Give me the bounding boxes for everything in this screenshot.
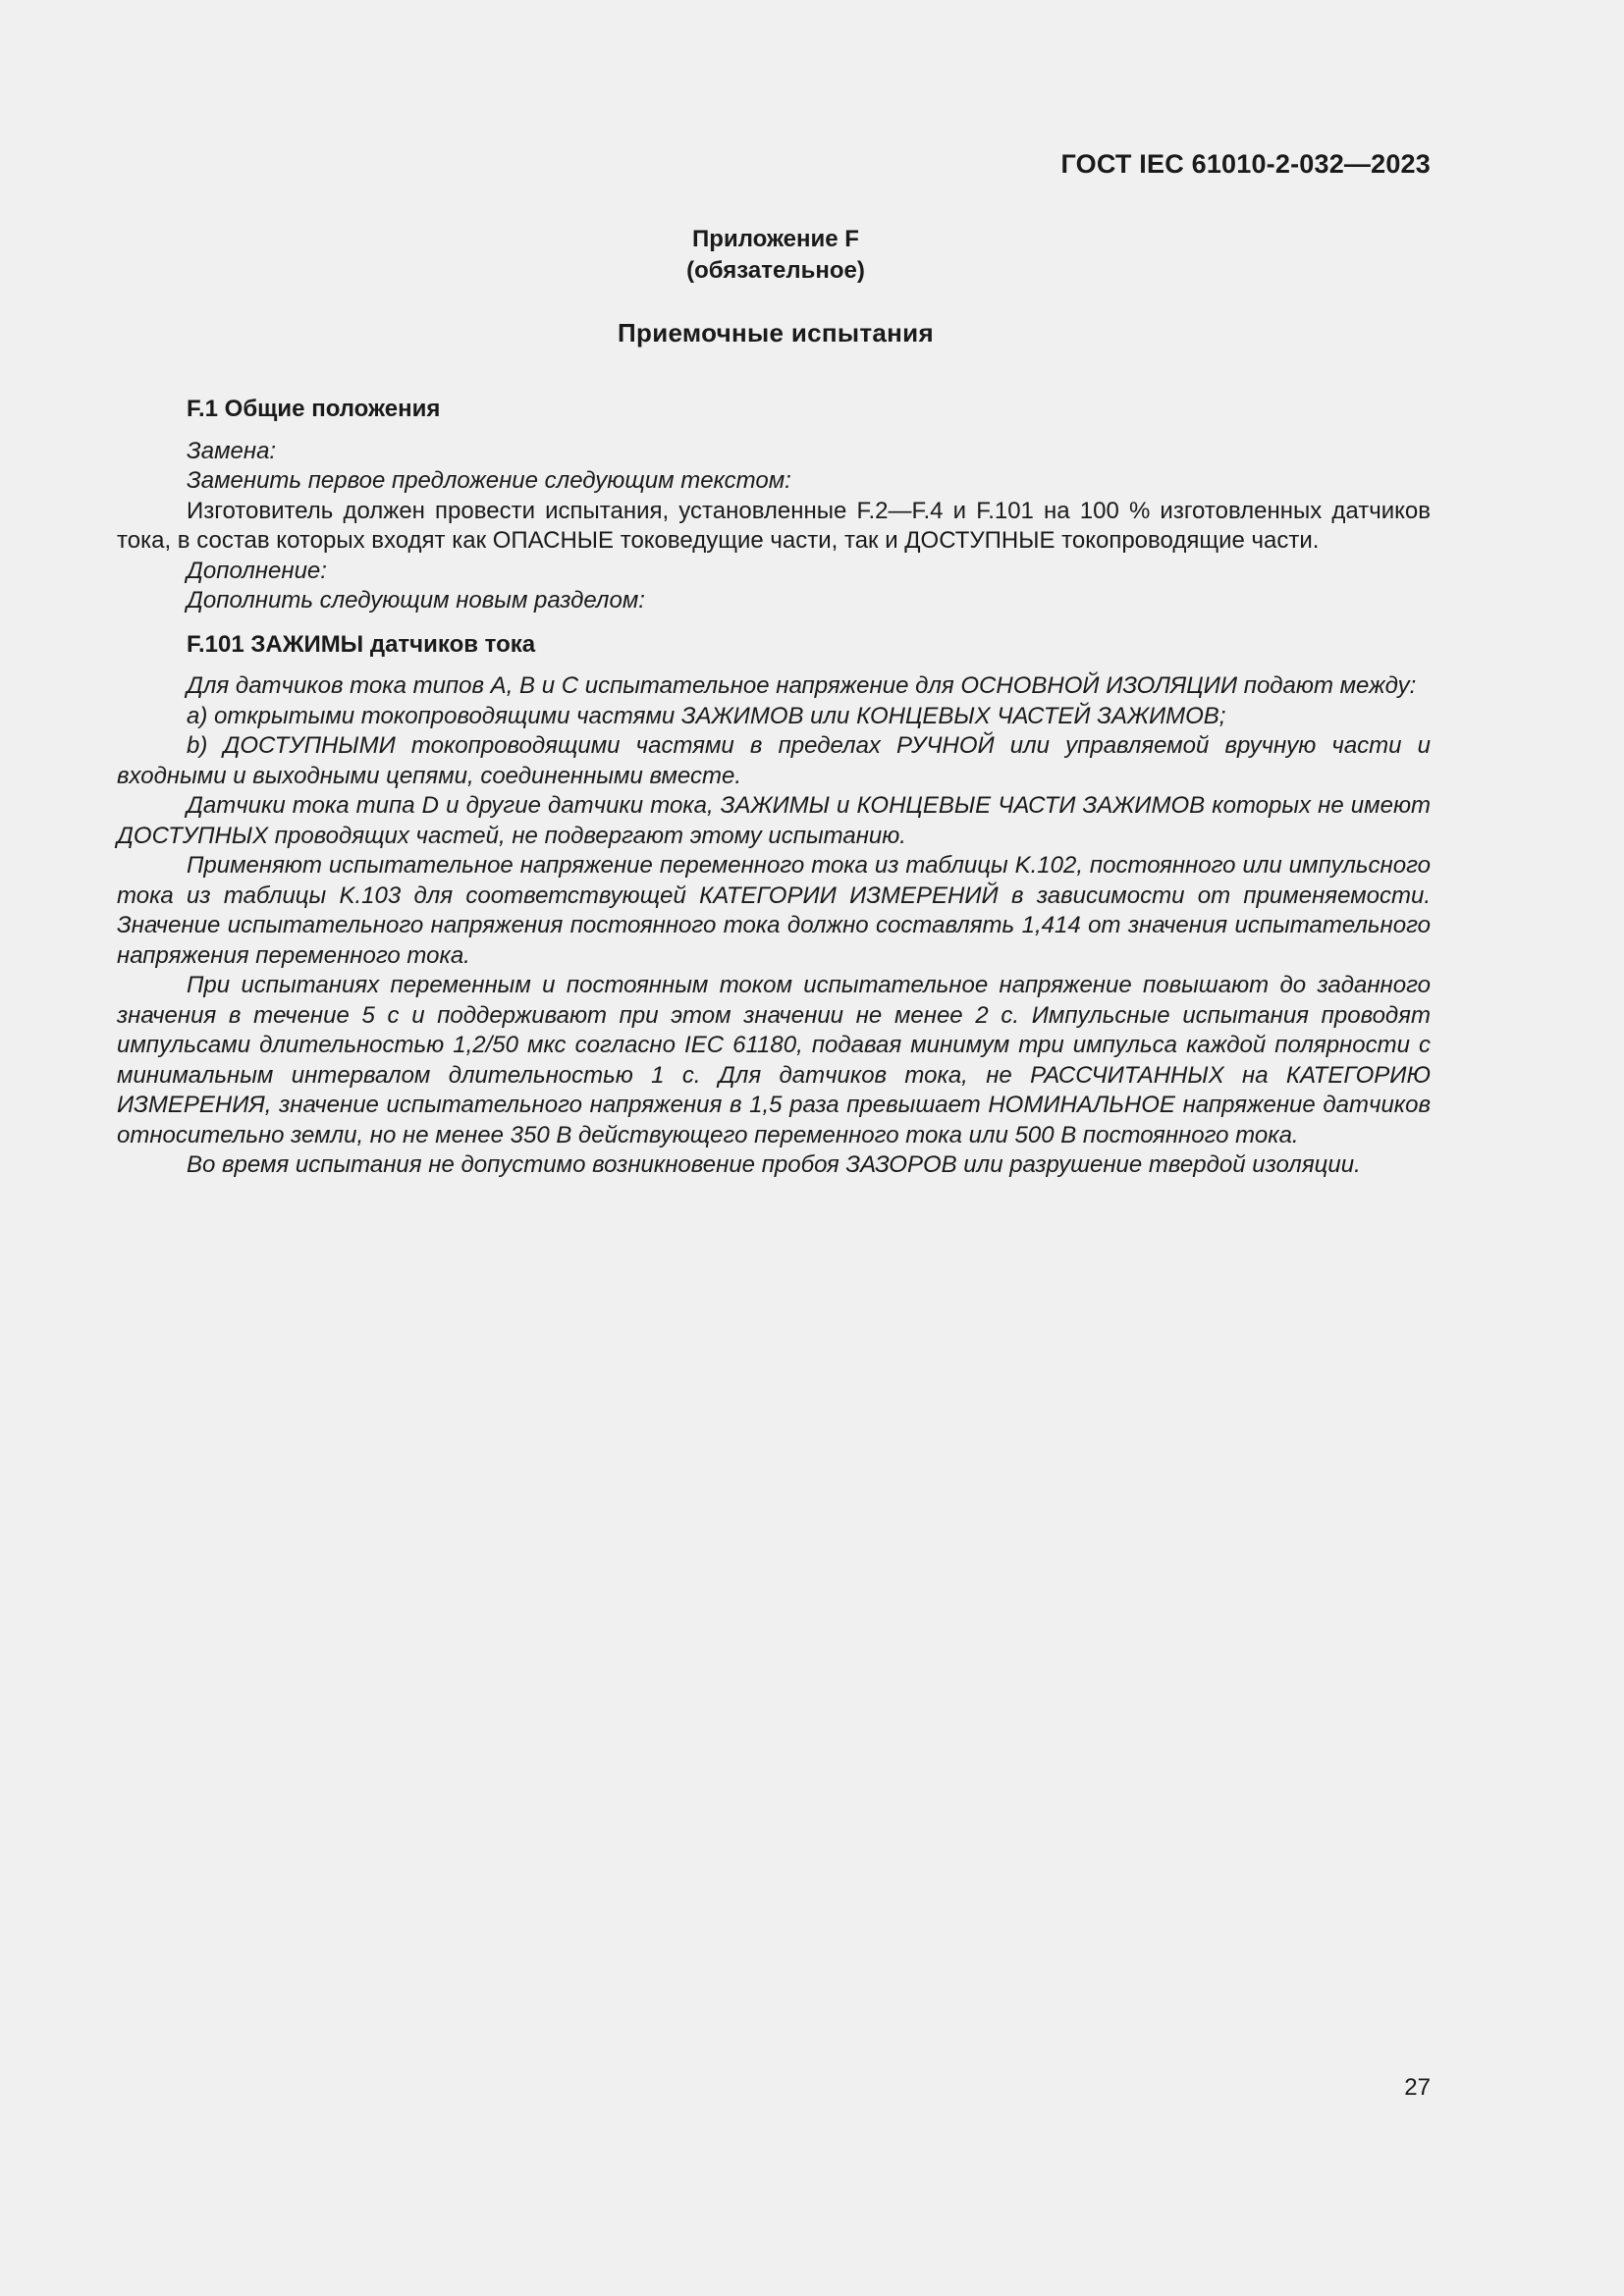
section-f1-paragraph: Заменить первое предложение следующим текстом:: [187, 467, 791, 494]
section-f1-paragraph: Дополнение:: [187, 557, 327, 584]
section-f101-title: F.101 ЗАЖИМЫ датчиков тока: [187, 630, 536, 658]
page-number: 27: [1404, 2074, 1431, 2101]
section-f1-paragraph: Дополнить следующим новым разделом:: [187, 587, 645, 614]
annex-status: (обязательное): [686, 257, 865, 284]
document-body: [117, 395, 1431, 1181]
section-f101-paragraph: Для датчиков тока типов A, B и C испытательное напряжение для ОСНОВНОЙ ИЗОЛЯЦИИ подают между:: [187, 672, 1417, 699]
section-f101-paragraph: b) ДОСТУПНЫМИ токопроводящими частями в пределах РУЧНОЙ или управляемой вручную части и входными и выходными цепями, соединенными вместе.: [117, 732, 1431, 789]
section-f101-paragraph: При испытаниях переменным и постоянным током испытательное напряжение повышают до заданного значения в течение 5 с и поддерживают при этом значении не менее 2 с. Импульсные испытания проводят импульсами длительностью 1,2/50 мкс согласно IEC 61180, подавая минимум три импульса каждой полярности с минимальным интервалом длительностью 1 с. Для датчиков тока, не РАССЧИТАННЫХ на КАТЕГОРИЮ ИЗМЕРЕНИЯ, значение испытательного напряжения в 1,5 раза превышает НОМИНАЛЬНОЕ напряжение датчиков относительно земли, но не менее 350 В действующего переменного тока или 500 В постоянного тока.: [117, 972, 1431, 1148]
section-f1-paragraph: Изготовитель должен провести испытания, установленные F.2—F.4 и F.101 на 100 % изготовленных датчиков тока, в состав которых входят как ОПАСНЫЕ токоведущие части, так и ДОСТУПНЫЕ токопроводящие части.: [117, 497, 1431, 554]
standard-code-header: ГОСТ IEC 61010-2-032—2023: [1060, 149, 1431, 179]
section-f1-title: F.1 Общие положения: [187, 396, 441, 422]
annex-title: Приложение F: [692, 226, 859, 252]
annex-heading: Приемочные испытания: [618, 318, 934, 347]
section-f101-paragraph: Датчики тока типа D и другие датчики тока, ЗАЖИМЫ и КОНЦЕВЫЕ ЧАСТИ ЗАЖИМОВ которых не имеют ДОСТУПНЫХ проводящих частей, не подвергают этому испытанию.: [117, 792, 1431, 849]
section-f101-paragraph: Применяют испытательное напряжение переменного тока из таблицы K.102, постоянного или импульсного тока из таблицы K.103 для соответствующей КАТЕГОРИИ ИЗМЕРЕНИЙ в зависимости от применяемости. Значение испытательного напряжения постоянного тока должно составлять 1,414 от значения испытательного напряжения переменного тока.: [117, 852, 1431, 969]
section-f101-paragraph: a) открытыми токопроводящими частями ЗАЖИМОВ или КОНЦЕВЫХ ЧАСТЕЙ ЗАЖИМОВ;: [187, 702, 1226, 729]
section-f101-paragraph: Во время испытания не допустимо возникновение пробоя ЗАЗОРОВ или разрушение твердой изоляции.: [187, 1151, 1361, 1178]
section-f1-paragraph: Замена:: [187, 437, 277, 464]
